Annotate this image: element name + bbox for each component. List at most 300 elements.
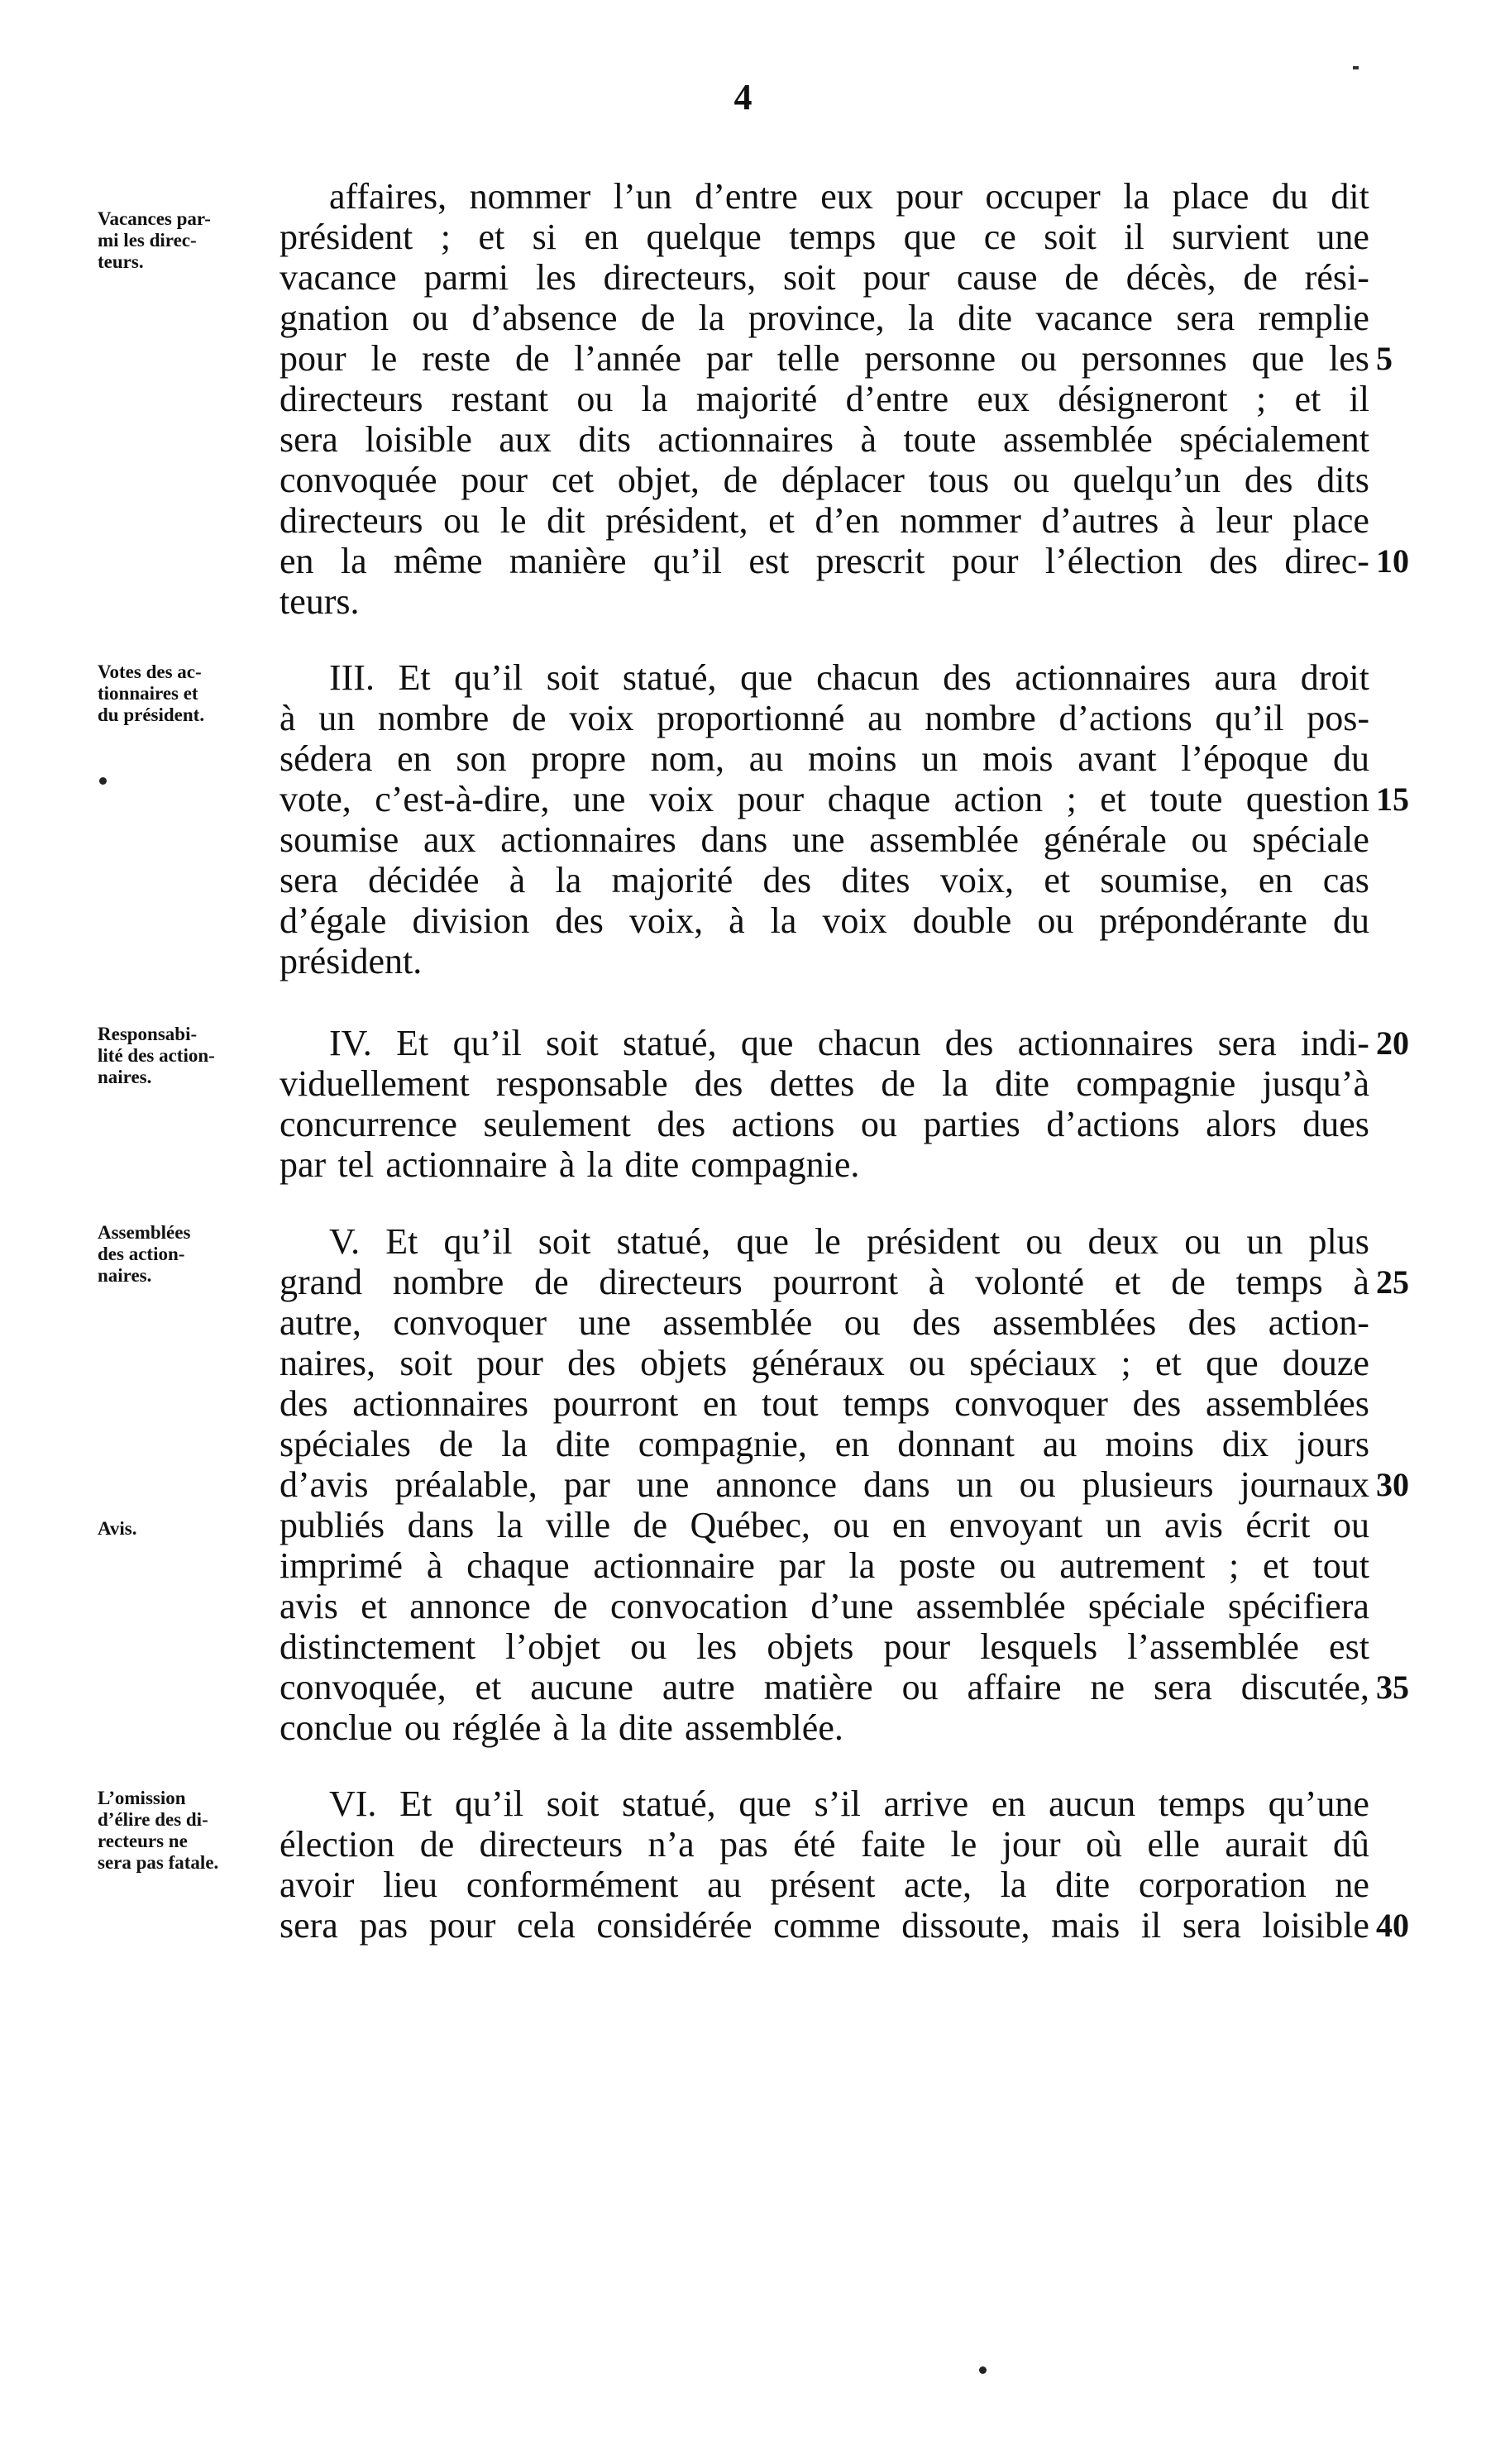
margin-note-line: Vacances par-: [98, 208, 211, 229]
text-line: [280, 1504, 1369, 1547]
word: ou: [1019, 1464, 1056, 1505]
word: la: [770, 900, 797, 941]
margin-note-line: Assemblées: [98, 1222, 191, 1243]
word: pas: [359, 1905, 409, 1946]
word: Et: [398, 657, 431, 698]
word: manière: [509, 541, 627, 581]
word: les: [535, 257, 576, 298]
word: nom,: [650, 738, 724, 779]
word: des: [567, 1343, 616, 1383]
word: dettes: [769, 1063, 855, 1104]
text-line: [280, 1261, 1369, 1304]
word: annonce: [409, 1586, 531, 1626]
word: ou: [1020, 338, 1057, 379]
word: convoquer: [954, 1383, 1108, 1424]
word: la: [501, 1424, 528, 1464]
word: de: [640, 298, 676, 338]
word: président: [866, 1221, 1001, 1262]
margin-note-line: L’omission: [98, 1788, 186, 1808]
page-number: 4: [733, 77, 753, 117]
word: prépondérante: [1099, 900, 1307, 941]
text-line: [329, 175, 1369, 218]
word: dite: [958, 298, 1013, 338]
text-line: [280, 1342, 1369, 1385]
word: dues: [1302, 1104, 1369, 1144]
word: Et: [396, 1023, 429, 1063]
word: avis: [1164, 1505, 1223, 1545]
word: telle: [776, 338, 840, 379]
word: la: [908, 298, 934, 338]
word: présent: [770, 1865, 876, 1905]
word: un: [1246, 1221, 1283, 1262]
margin-note-line: tionnaires et: [98, 683, 198, 704]
word: plus: [1308, 1221, 1369, 1262]
word: dits: [578, 419, 631, 460]
word: des: [1209, 541, 1258, 581]
text-line: [280, 1823, 1369, 1866]
word: dite: [1055, 1865, 1111, 1905]
word: que: [1206, 1343, 1259, 1383]
text-line: [280, 1707, 1369, 1750]
word: objet,: [617, 460, 700, 500]
word: faite: [860, 1824, 926, 1865]
word: des: [1244, 460, 1293, 500]
margin-note-line: mi les direc-: [98, 230, 197, 251]
word: que: [1251, 338, 1305, 379]
word: qu’il: [652, 541, 722, 581]
text-line: [280, 1144, 1369, 1187]
word: majorité: [695, 379, 818, 419]
word: d’avis: [280, 1464, 369, 1505]
word: assemblée.: [685, 1707, 843, 1748]
word: des: [280, 1383, 328, 1424]
word: quelqu’un: [1073, 460, 1221, 500]
margin-note: [98, 1024, 288, 1088]
word: VI.: [329, 1784, 377, 1824]
word: à: [1353, 1262, 1369, 1302]
word: d’en: [815, 500, 880, 541]
word: V.: [329, 1221, 361, 1262]
word: temps: [789, 217, 877, 257]
word: action-: [1268, 1302, 1369, 1343]
word: spéciales: [280, 1424, 411, 1464]
word: par: [563, 1464, 610, 1505]
word: qu’il: [1215, 698, 1284, 738]
word: de: [1171, 1262, 1206, 1302]
word: préalable,: [394, 1464, 538, 1505]
word: président,: [605, 500, 748, 541]
word: que: [738, 1784, 791, 1824]
word: pour: [461, 460, 528, 500]
margin-note-line: d’élire des di-: [98, 1809, 208, 1830]
word: une: [1316, 217, 1369, 257]
word: conformément: [466, 1865, 679, 1905]
word: assemblées: [992, 1302, 1157, 1343]
word: soit: [782, 257, 836, 298]
margin-note: [98, 208, 288, 273]
word: de: [881, 1063, 915, 1104]
word: de: [512, 698, 547, 738]
word: aurait: [1225, 1824, 1308, 1865]
word: poste: [899, 1545, 976, 1586]
margin-note-line: Avis.: [98, 1518, 137, 1539]
word: imprimé: [280, 1545, 404, 1586]
word: ne: [1335, 1865, 1369, 1905]
word: directeurs: [280, 379, 423, 419]
word: soumise: [280, 819, 399, 860]
word: ou: [1184, 1221, 1221, 1262]
line-number: 30: [1376, 1466, 1409, 1503]
word: journaux: [1240, 1464, 1369, 1505]
word: au: [707, 1865, 742, 1905]
line-number: 40: [1376, 1907, 1409, 1944]
word: pourront: [772, 1262, 899, 1302]
word: cela: [516, 1905, 576, 1946]
word: leur: [1216, 500, 1273, 541]
word: générale: [1043, 819, 1167, 860]
word: décidée: [368, 860, 480, 900]
text-line: [280, 337, 1369, 380]
word: affaires,: [329, 176, 447, 217]
word: dite: [624, 1144, 680, 1185]
word: rési-: [1304, 257, 1369, 298]
line-number: 35: [1376, 1669, 1409, 1706]
word: ou: [909, 1343, 945, 1383]
word: action: [953, 779, 1044, 819]
margin-note-line: des action-: [98, 1244, 185, 1264]
word: temps: [1235, 1262, 1323, 1302]
word: statué,: [622, 1023, 717, 1063]
word: loisible: [365, 419, 472, 460]
word: tel: [337, 1144, 375, 1185]
word: d’actions: [1046, 1104, 1180, 1144]
word: de: [1243, 257, 1278, 298]
word: à: [426, 1545, 443, 1586]
text-line: [280, 1904, 1369, 1947]
word: et: [478, 217, 505, 257]
word: majorité: [611, 860, 733, 900]
word: envoyant: [948, 1505, 1083, 1545]
word: question: [1245, 779, 1369, 819]
word: la: [848, 1545, 876, 1586]
word: propre: [531, 738, 627, 779]
word: tous: [928, 460, 990, 500]
word: aucun: [1049, 1784, 1136, 1824]
word: prescrit: [815, 541, 925, 581]
word: ou: [1332, 1505, 1369, 1545]
margin-note: [98, 1518, 288, 1540]
word: la: [340, 541, 367, 581]
word: ou: [1012, 460, 1049, 500]
word: tout: [1312, 1545, 1369, 1586]
margin-note-line: naires.: [98, 1067, 152, 1087]
word: place: [1172, 176, 1249, 217]
word: directeurs: [280, 500, 423, 541]
word: sera: [280, 860, 338, 900]
text-line: [280, 1301, 1369, 1344]
word: dites: [841, 860, 910, 900]
word: directeurs,: [603, 257, 757, 298]
word: corporation: [1138, 1865, 1307, 1905]
word: les: [1329, 338, 1369, 379]
text-line: [329, 1783, 1369, 1826]
word: des: [943, 657, 991, 698]
word: alors: [1206, 1104, 1277, 1144]
word: actionnaires: [1017, 1023, 1194, 1063]
word: nommer: [469, 176, 591, 217]
word: sera: [280, 419, 338, 460]
word: parties: [923, 1104, 1020, 1144]
word: dite: [555, 1424, 610, 1464]
text-line: [280, 900, 1369, 943]
margin-note-line: du président.: [98, 704, 205, 725]
word: publiés: [280, 1505, 385, 1545]
text-line: [329, 1220, 1369, 1263]
word: d’absence: [471, 298, 618, 338]
word: donnant: [897, 1424, 1015, 1464]
word: spécifiera: [1227, 1586, 1369, 1626]
word: des: [944, 1023, 994, 1063]
word: voix,: [628, 900, 704, 941]
word: sera: [280, 1905, 338, 1946]
word: dissoute,: [901, 1905, 1030, 1946]
word: sera: [1182, 1905, 1241, 1946]
word: un: [921, 738, 958, 779]
word: désigneront: [1058, 379, 1228, 419]
word: compagnie: [1076, 1063, 1236, 1104]
word: cet: [551, 460, 595, 500]
word: avant: [1077, 738, 1157, 779]
word: toute: [1149, 779, 1223, 819]
word: cas: [1322, 860, 1369, 900]
word: chaque: [466, 1545, 570, 1586]
text-line: [280, 697, 1369, 740]
word: d’égale: [280, 900, 387, 941]
word: est: [1329, 1626, 1369, 1667]
word: jours: [1297, 1424, 1369, 1464]
word: acte,: [904, 1865, 972, 1905]
margin-note-line: naires.: [98, 1265, 152, 1286]
word: de: [419, 1824, 455, 1865]
word: temps: [1158, 1784, 1245, 1824]
text-line: [280, 1545, 1369, 1588]
text-line: [280, 418, 1369, 461]
word: le: [815, 1221, 841, 1262]
word: conclue: [280, 1707, 393, 1748]
word: la: [1000, 1865, 1027, 1905]
word: de: [534, 1262, 569, 1302]
word: en: [584, 217, 619, 257]
word: n’a: [647, 1824, 695, 1865]
word: des: [762, 860, 812, 900]
word: lieu: [383, 1865, 438, 1905]
word: dans: [862, 1464, 930, 1505]
word: remplie: [1258, 298, 1369, 338]
text-line: [280, 499, 1369, 542]
word: elle: [1147, 1824, 1200, 1865]
word: reste: [422, 338, 491, 379]
word: en: [280, 541, 314, 581]
word: au: [748, 738, 784, 779]
word: chacun: [817, 1023, 921, 1063]
word: indi-: [1300, 1023, 1369, 1063]
word: même: [393, 541, 483, 581]
word: où: [1086, 1824, 1123, 1865]
word: nombre: [925, 698, 1036, 738]
word: vote,: [280, 779, 351, 819]
word: pour: [737, 779, 805, 819]
word: mais: [1051, 1905, 1120, 1946]
word: aucune: [530, 1667, 633, 1707]
word: ou: [404, 1707, 441, 1748]
word: à: [860, 419, 877, 460]
word: et: [475, 1667, 502, 1707]
word: lesquels: [980, 1626, 1098, 1667]
text-line: [280, 940, 1369, 983]
word: par: [280, 1144, 327, 1185]
word: soit: [546, 657, 600, 698]
word: sera: [1176, 298, 1235, 338]
word: Québec,: [690, 1505, 810, 1545]
line-number: 25: [1376, 1263, 1409, 1301]
word: province,: [748, 298, 885, 338]
word: soit: [399, 1343, 452, 1383]
word: une: [791, 819, 845, 860]
word: été: [793, 1824, 836, 1865]
word: nombre: [377, 698, 490, 738]
word: en: [891, 1505, 927, 1545]
margin-note-line: sera pas fatale.: [98, 1852, 219, 1873]
word: ou: [1191, 819, 1228, 860]
margin-note-line: recteurs ne: [98, 1831, 188, 1851]
word: pos-: [1307, 698, 1369, 738]
word: voix: [569, 698, 634, 738]
word: spéciale: [1252, 819, 1369, 860]
word: dits: [1316, 460, 1369, 500]
word: à: [509, 860, 526, 900]
word: nommer: [900, 500, 1021, 541]
word: l’un: [613, 176, 672, 217]
word: président: [280, 217, 413, 257]
word: et: [1155, 1343, 1182, 1383]
word: en: [834, 1424, 870, 1464]
corner-mark: [1353, 66, 1359, 69]
word: discutée,: [1240, 1667, 1369, 1707]
word: en: [397, 738, 432, 779]
word: dite: [618, 1707, 673, 1748]
word: ou: [999, 1545, 1036, 1586]
word: et: [1114, 1262, 1141, 1302]
word: l’objet: [505, 1626, 601, 1667]
word: une: [572, 779, 626, 819]
word: plusieurs: [1082, 1464, 1214, 1505]
text-line: [280, 459, 1369, 502]
word: de: [515, 338, 550, 379]
word: un: [318, 698, 356, 738]
text-line: [280, 1062, 1369, 1105]
margin-note: [98, 1222, 288, 1287]
text-line: [280, 738, 1369, 781]
word: en: [1258, 860, 1293, 900]
word: loisible: [1262, 1905, 1369, 1946]
word: concurrence: [280, 1104, 457, 1144]
word: statué,: [616, 1221, 711, 1262]
word: son: [456, 738, 507, 779]
word: vacance: [280, 257, 397, 298]
word: objets: [640, 1343, 728, 1383]
word: qu’il: [452, 1023, 522, 1063]
word: est: [748, 541, 790, 581]
word: considérée: [596, 1905, 753, 1946]
word: droit: [1300, 657, 1369, 698]
stray-dot: [99, 777, 107, 785]
word: à: [928, 1262, 945, 1302]
margin-note: [98, 1788, 288, 1874]
word: objets: [767, 1626, 854, 1667]
text-line: [280, 1464, 1369, 1507]
word: actionnaires: [1015, 657, 1192, 698]
word: voix,: [939, 860, 1015, 900]
word: pas: [719, 1824, 768, 1865]
word: parmi: [423, 257, 509, 298]
word: par: [705, 338, 753, 379]
word: réglée: [452, 1707, 542, 1748]
text-line: [280, 1585, 1369, 1628]
word: à: [729, 900, 745, 941]
text-line: [280, 580, 1369, 623]
word: soumise,: [1100, 860, 1229, 900]
word: convoquée: [280, 460, 437, 500]
word: une: [578, 1302, 632, 1343]
word: la: [698, 298, 725, 338]
word: annonce: [715, 1464, 837, 1505]
word: viduellement: [280, 1063, 470, 1104]
word: dite: [995, 1063, 1050, 1104]
word: place: [1292, 500, 1369, 541]
word: III.: [329, 657, 375, 698]
word: l’année: [574, 338, 681, 379]
word: spécialement: [1179, 419, 1369, 460]
word: soit: [546, 1784, 600, 1824]
word: le: [950, 1824, 977, 1865]
word: déplacer: [781, 460, 905, 500]
word: il: [1140, 1905, 1162, 1946]
word: chaque: [827, 779, 931, 819]
word: avoir: [280, 1865, 355, 1905]
line-number: 15: [1376, 781, 1409, 818]
word: direc-: [1284, 541, 1369, 581]
word: la: [555, 860, 582, 900]
word: en: [702, 1383, 738, 1424]
word: et: [1044, 860, 1071, 900]
word: écrit: [1245, 1505, 1311, 1545]
word: la: [496, 1505, 523, 1545]
word: dû: [1332, 1824, 1369, 1865]
word: actionnaire: [593, 1545, 755, 1586]
word: deux: [1087, 1221, 1159, 1262]
word: occuper: [985, 176, 1101, 217]
word: que: [740, 657, 793, 698]
word: convocation: [609, 1586, 789, 1626]
text-line: [280, 1103, 1369, 1146]
word: d’entre: [695, 176, 798, 217]
word: statué,: [622, 1784, 716, 1824]
word: ou: [1025, 1221, 1063, 1262]
word: voix: [822, 900, 887, 941]
word: aux: [499, 419, 552, 460]
word: naires,: [280, 1343, 376, 1383]
word: des: [1187, 1302, 1237, 1343]
